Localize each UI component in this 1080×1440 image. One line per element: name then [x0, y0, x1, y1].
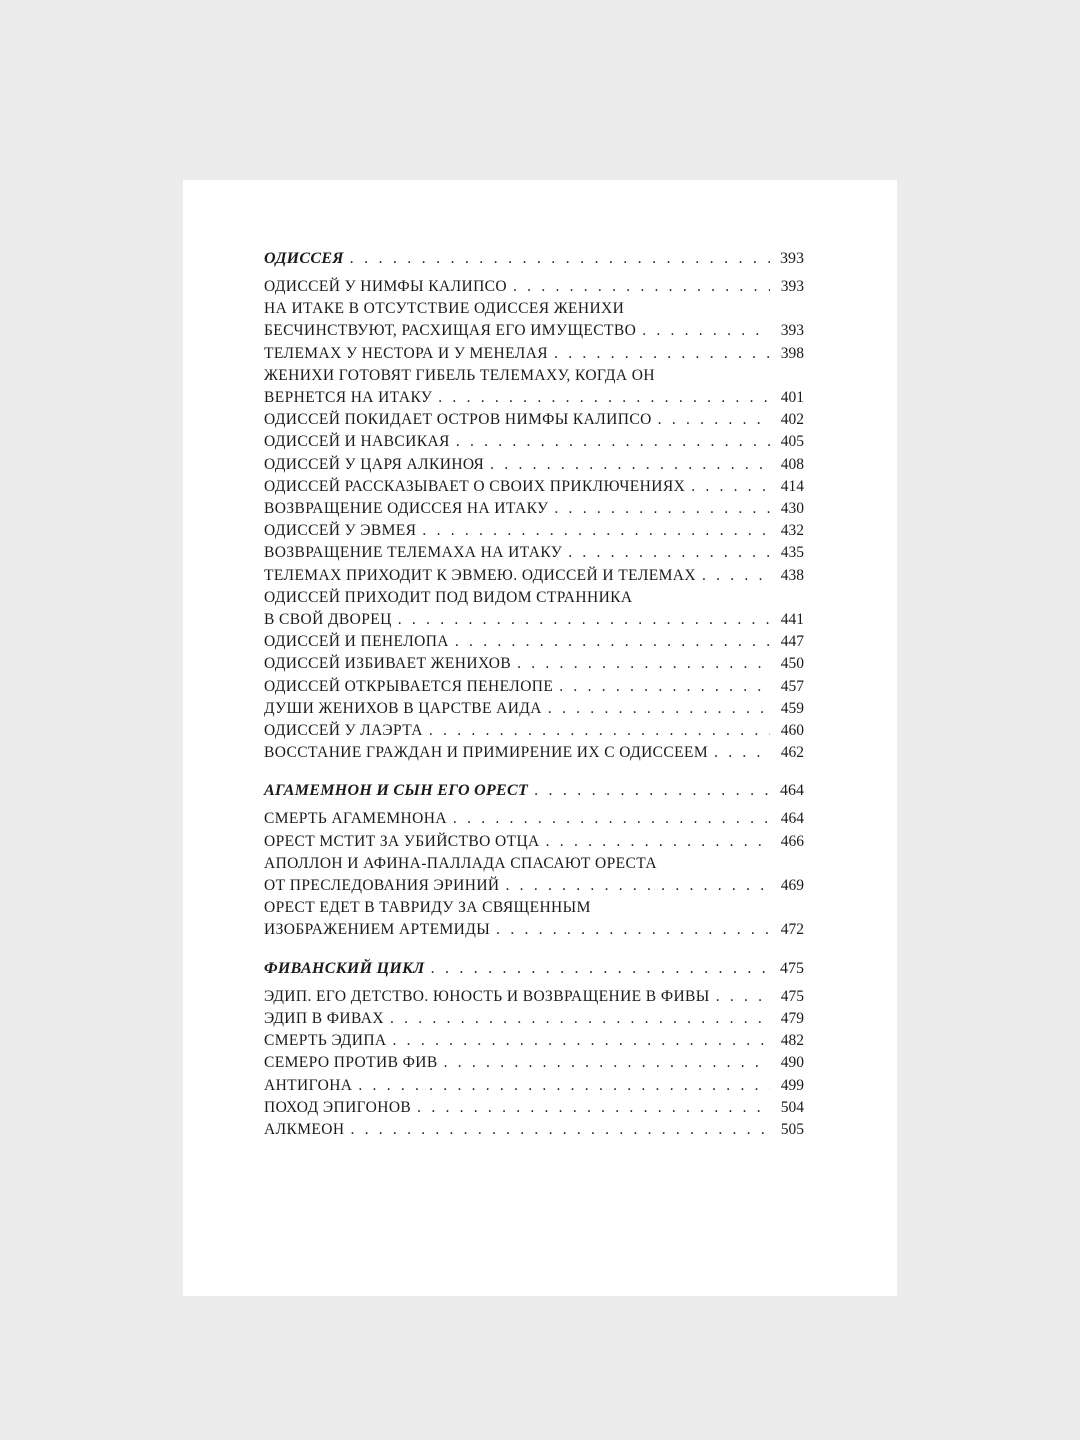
section-title: ОДИССЕЯ — [264, 250, 344, 267]
entry-title: ПОХОД ЭПИГОНОВ — [264, 1098, 412, 1116]
entry-title-line: ОРЕСТ ЕДЕТ В ТАВРИДУ ЗА СВЯЩЕННЫМ — [264, 899, 591, 917]
dot-leader — [431, 960, 770, 978]
dot-leader — [398, 609, 770, 631]
entry-row — [264, 565, 804, 587]
page-number: 504 — [780, 1098, 804, 1116]
dot-leader — [506, 875, 770, 897]
entry-row — [264, 498, 804, 520]
toc-entry[interactable] — [264, 1119, 804, 1141]
dot-leader — [714, 742, 770, 764]
page-number: 490 — [780, 1054, 804, 1072]
page-number: 441 — [780, 611, 804, 629]
dot-leader — [453, 808, 770, 830]
toc-entry[interactable] — [264, 742, 804, 764]
dot-leader — [422, 520, 770, 542]
entry-title-line: НА ИТАКЕ В ОТСУТСТВИЕ ОДИССЕЯ ЖЕНИХИ — [264, 300, 625, 318]
toc-entry[interactable] — [264, 698, 804, 720]
section-title: ФИВАНСКИЙ ЦИКЛ — [264, 959, 425, 977]
page-number: 472 — [780, 921, 804, 939]
entry-title: ВОЗВРАЩЕНИЕ ТЕЛЕМАХА НА ИТАКУ — [264, 544, 563, 562]
book-page — [183, 180, 897, 1296]
entry-row — [264, 276, 804, 298]
page-number: 393 — [780, 322, 804, 340]
entry-row — [264, 1030, 804, 1052]
toc-entry[interactable] — [264, 1075, 804, 1097]
entry-title: ТЕЛЕМАХ ПРИХОДИТ К ЭВМЕЮ. ОДИССЕЙ И ТЕЛЕМАХ — [264, 566, 696, 584]
page-number: 405 — [780, 433, 804, 451]
section-heading[interactable] — [264, 956, 804, 978]
dot-leader — [691, 476, 770, 498]
entry-title: АЛКМЕОН — [264, 1120, 345, 1138]
toc-entry[interactable] — [264, 454, 804, 476]
toc-entry[interactable] — [264, 431, 804, 453]
dot-leader — [456, 431, 770, 453]
entry-title: ЭДИП. ЕГО ДЕТСТВО. ЮНОСТЬ И ВОЗВРАЩЕНИЕ В ФИВЫ — [264, 987, 710, 1005]
entry-row — [264, 320, 804, 342]
entry-title: ОДИССЕЙ ИЗБИВАЕТ ЖЕНИХОВ — [264, 655, 512, 673]
entry-row — [264, 520, 804, 542]
entry-row — [264, 387, 804, 409]
entry-title: СМЕРТЬ ЭДИПА — [264, 1032, 387, 1050]
toc-entry[interactable] — [264, 1097, 804, 1119]
section-title: АГАМЕМНОН И СЫН ЕГО ОРЕСТ — [264, 782, 529, 800]
toc-entry[interactable] — [264, 653, 804, 675]
toc-entry[interactable] — [264, 808, 804, 830]
page-number: 499 — [780, 1076, 804, 1094]
page-number: 401 — [780, 389, 804, 407]
toc-section — [264, 246, 804, 764]
entry-row — [264, 542, 804, 564]
entry-title: ОДИССЕЙ У ЭВМЕЯ — [264, 522, 417, 540]
entry-row — [264, 631, 804, 653]
entry-row — [264, 343, 804, 365]
toc-entry[interactable] — [264, 1008, 804, 1030]
entry-row — [264, 409, 804, 431]
entry-title: СМЕРТЬ АГАМЕМНОНА — [264, 810, 447, 828]
toc-entry[interactable] — [264, 720, 804, 742]
page-number: 475 — [780, 959, 804, 977]
section-heading[interactable] — [264, 778, 804, 800]
entry-row — [264, 1008, 804, 1030]
page-number: 393 — [780, 250, 804, 267]
table-of-contents — [264, 246, 804, 1155]
toc-entry[interactable] — [264, 831, 804, 853]
page-number: 450 — [780, 655, 804, 673]
page-number: 466 — [780, 832, 804, 850]
page-number: 464 — [780, 782, 804, 800]
toc-entry[interactable] — [264, 365, 804, 409]
entry-title: СЕМЕРО ПРОТИВ ФИВ — [264, 1054, 438, 1072]
entry-row — [264, 742, 804, 764]
toc-section — [264, 778, 804, 941]
page-number: 482 — [780, 1032, 804, 1050]
page-number: 398 — [780, 344, 804, 362]
dot-leader — [350, 1119, 770, 1141]
entry-row — [264, 808, 804, 830]
entry-row — [264, 1097, 804, 1119]
entry-title: ОДИССЕЙ И ПЕНЕЛОПА — [264, 633, 449, 651]
entry-title: АНТИГОНА — [264, 1076, 353, 1094]
entry-title: ОДИССЕЙ И НАВСИКАЯ — [264, 433, 450, 451]
dot-leader — [490, 454, 770, 476]
entry-row — [264, 986, 804, 1008]
toc-entry[interactable] — [264, 1030, 804, 1052]
page-number: 393 — [780, 278, 804, 295]
entry-title-line: АПОЛЛОН И АФИНА-ПАЛЛАДА СПАСАЮТ ОРЕСТА — [264, 854, 657, 872]
entry-row — [264, 1119, 804, 1141]
toc-entry[interactable] — [264, 409, 804, 431]
entry-title: ОТ ПРЕСЛЕДОВАНИЯ ЭРИНИЙ — [264, 877, 500, 895]
entry-title: ОДИССЕЙ У ЛАЭРТА — [264, 722, 423, 740]
entry-title: ЭДИП В ФИВАХ — [264, 1009, 384, 1027]
entry-row — [264, 676, 804, 698]
dot-leader — [716, 986, 770, 1008]
entry-title: ОДИССЕЙ ОТКРЫВАЕТСЯ ПЕНЕЛОПЕ — [264, 677, 554, 695]
entry-row — [264, 454, 804, 476]
toc-entry[interactable] — [264, 498, 804, 520]
entry-title: В СВОЙ ДВОРЕЦ — [264, 611, 392, 629]
section-heading[interactable] — [264, 246, 804, 268]
toc-entry[interactable] — [264, 298, 804, 342]
entry-title: ДУШИ ЖЕНИХОВ В ЦАРСТВЕ АИДА — [264, 699, 542, 717]
dot-leader — [358, 1075, 770, 1097]
toc-entry[interactable] — [264, 986, 804, 1008]
page-number: 505 — [780, 1120, 804, 1138]
toc-entry[interactable] — [264, 587, 804, 631]
dot-leader — [513, 276, 770, 298]
entry-row — [264, 919, 804, 941]
page-number: 475 — [780, 987, 804, 1005]
page-number: 432 — [780, 522, 804, 540]
entry-title-line: ЖЕНИХИ ГОТОВЯТ ГИБЕЛЬ ТЕЛЕМАХУ, КОГДА ОН — [264, 366, 655, 384]
page-number: 469 — [780, 877, 804, 895]
dot-leader — [559, 676, 770, 698]
entry-title: ВОЗВРАЩЕНИЕ ОДИССЕЯ НА ИТАКУ — [264, 500, 549, 518]
entry-row — [264, 875, 804, 897]
page-number: 414 — [780, 477, 804, 495]
entry-title: ОДИССЕЙ РАССКАЗЫВАЕТ О СВОИХ ПРИКЛЮЧЕНИЯХ — [264, 477, 686, 495]
dot-leader — [546, 831, 770, 853]
dot-leader — [438, 387, 770, 409]
dot-leader — [642, 320, 770, 342]
entry-title: ОРЕСТ МСТИТ ЗА УБИЙСТВО ОТЦА — [264, 832, 540, 850]
page-number: 457 — [780, 677, 804, 695]
entry-title: ВЕРНЕТСЯ НА ИТАКУ — [264, 389, 433, 407]
dot-leader — [702, 565, 770, 587]
entry-row — [264, 609, 804, 631]
entry-row — [264, 720, 804, 742]
page-number: 435 — [780, 544, 804, 562]
dot-leader — [390, 1008, 770, 1030]
entry-title: ОДИССЕЙ У ЦАРЯ АЛКИНОЯ — [264, 455, 485, 473]
page-number: 447 — [780, 633, 804, 651]
toc-entry[interactable] — [264, 1052, 804, 1074]
entry-row — [264, 476, 804, 498]
toc-section — [264, 956, 804, 1141]
page-number: 479 — [780, 1009, 804, 1027]
dot-leader — [554, 498, 770, 520]
entry-row — [264, 653, 804, 675]
page-number: 430 — [780, 500, 804, 518]
page-number: 438 — [780, 566, 804, 584]
page-number: 462 — [780, 744, 804, 762]
entry-row — [264, 1075, 804, 1097]
entry-row — [264, 698, 804, 720]
toc-entry[interactable] — [264, 276, 804, 298]
toc-entry[interactable] — [264, 853, 804, 897]
dot-leader — [455, 631, 770, 653]
dot-leader — [496, 919, 770, 941]
toc-entry[interactable] — [264, 343, 804, 365]
page-number: 459 — [780, 699, 804, 717]
toc-entry[interactable] — [264, 897, 804, 941]
page-number: 460 — [780, 722, 804, 740]
toc-entry[interactable] — [264, 520, 804, 542]
entry-title: БЕСЧИНСТВУЮТ, РАСХИЩАЯ ЕГО ИМУЩЕСТВО — [264, 322, 637, 340]
entry-title: ОДИССЕЙ У НИМФЫ КАЛИПСО — [264, 278, 508, 295]
dot-leader — [417, 1097, 770, 1119]
entry-title: ТЕЛЕМАХ У НЕСТОРА И У МЕНЕЛАЯ — [264, 344, 549, 362]
dot-leader — [350, 250, 770, 268]
entry-title-line: ОДИССЕЙ ПРИХОДИТ ПОД ВИДОМ СТРАННИКА — [264, 588, 633, 606]
entry-title: ОДИССЕЙ ПОКИДАЕТ ОСТРОВ НИМФЫ КАЛИПСО — [264, 411, 652, 429]
entry-row — [264, 1052, 804, 1074]
dot-leader — [444, 1052, 770, 1074]
dot-leader — [429, 720, 770, 742]
dot-leader — [517, 653, 770, 675]
dot-leader — [548, 698, 770, 720]
dot-leader — [393, 1030, 770, 1052]
entry-row — [264, 831, 804, 853]
toc-entry[interactable] — [264, 676, 804, 698]
toc-entry[interactable] — [264, 542, 804, 564]
toc-entry[interactable] — [264, 476, 804, 498]
page-number: 408 — [780, 455, 804, 473]
entry-title: ВОССТАНИЕ ГРАЖДАН И ПРИМИРЕНИЕ ИХ С ОДИССЕЕМ — [264, 744, 709, 762]
dot-leader — [554, 343, 770, 365]
entry-title: ИЗОБРАЖЕНИЕМ АРТЕМИДЫ — [264, 921, 491, 939]
dot-leader — [534, 782, 770, 800]
toc-entry[interactable] — [264, 631, 804, 653]
dot-leader — [658, 409, 770, 431]
dot-leader — [568, 542, 770, 564]
entry-row — [264, 431, 804, 453]
page-number: 402 — [780, 411, 804, 429]
toc-entry[interactable] — [264, 565, 804, 587]
page-number: 464 — [780, 810, 804, 828]
